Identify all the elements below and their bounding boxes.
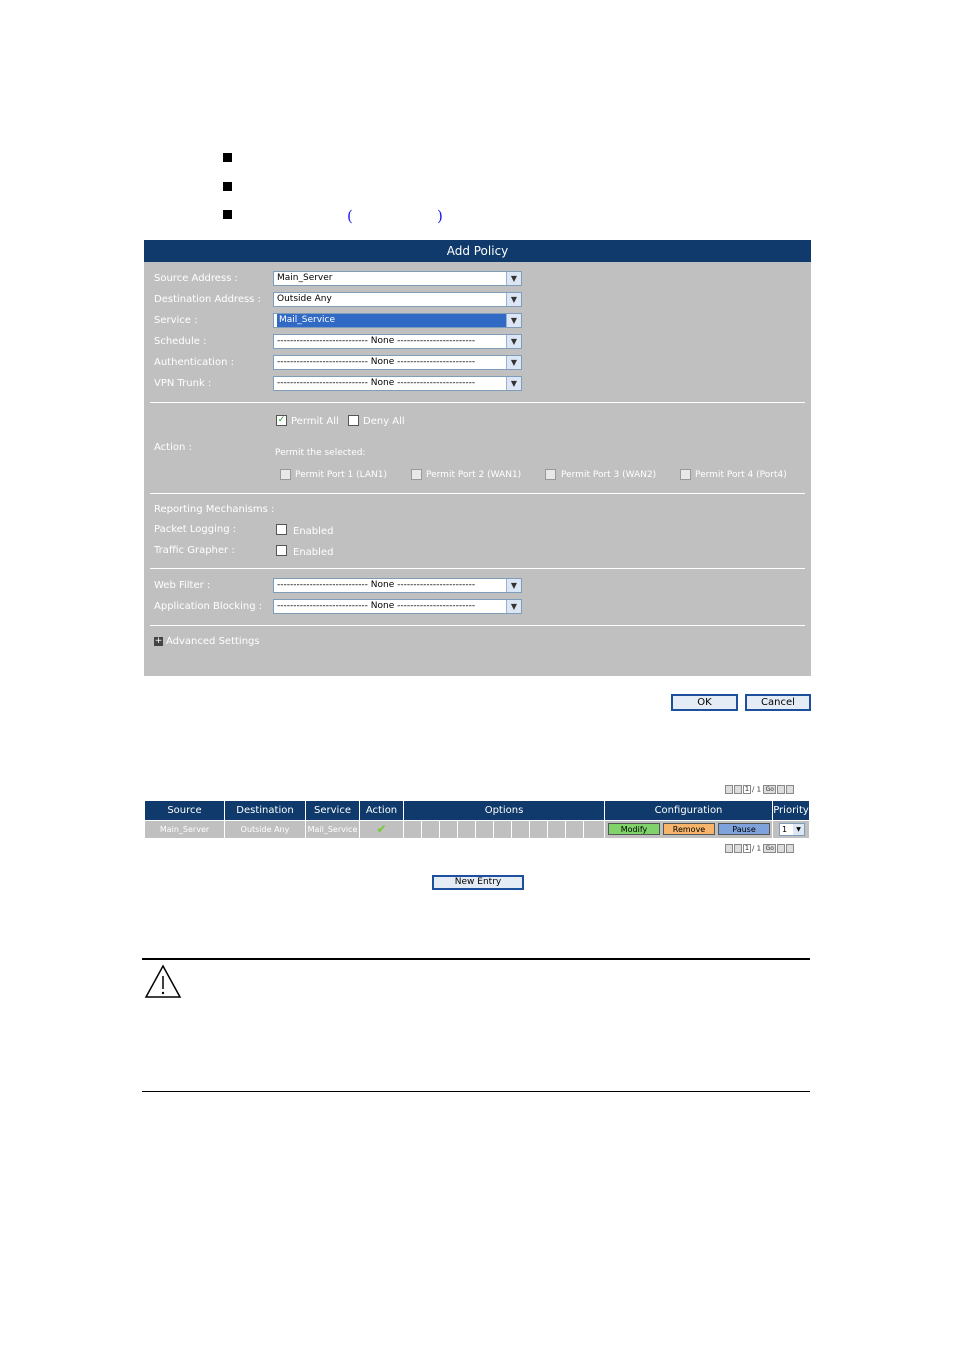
packet-logging-label: Packet Logging : (154, 524, 237, 535)
header-action: Action (360, 801, 404, 820)
divider (150, 493, 805, 494)
checkmark-icon: ✓ (277, 415, 286, 425)
priority-select[interactable] (779, 823, 805, 836)
cancel-button[interactable]: Cancel (745, 694, 811, 711)
packet-logging-enabled-label: Enabled (293, 526, 334, 537)
prev-page-icon[interactable] (734, 844, 742, 853)
option-cell (404, 821, 422, 838)
table-row-service: Mail_Service (306, 821, 360, 838)
select-value: ---------------------------- None ------------------------ (277, 601, 476, 611)
checkmark-icon: ✔ (376, 822, 387, 836)
option-cell (476, 821, 494, 838)
pager-bottom (725, 844, 795, 853)
permit-all-label: Permit All (291, 416, 339, 427)
authentication-label: Authentication : (154, 357, 234, 368)
service-label: Service : (154, 315, 198, 326)
square-bullet-icon (223, 153, 232, 162)
page-total: / 1 (752, 844, 762, 853)
dropdown-arrow-icon[interactable]: ▼ (793, 824, 804, 835)
close-parenthesis: ) (437, 207, 443, 225)
option-cell (530, 821, 548, 838)
header-options: Options (404, 801, 605, 820)
vpn-trunk-select[interactable] (273, 376, 522, 391)
permit-all-checkbox[interactable] (276, 415, 287, 426)
dropdown-arrow-icon[interactable]: ▼ (506, 272, 521, 285)
web-filter-label: Web Filter : (154, 580, 211, 591)
source-address-select[interactable] (273, 271, 522, 286)
permit-port-1-label: Permit Port 1 (LAN1) (295, 470, 387, 480)
first-page-icon[interactable] (725, 844, 733, 853)
prev-page-icon[interactable] (734, 785, 742, 794)
square-bullet-icon (223, 210, 232, 219)
permit-selected-label: Permit the selected: (275, 448, 366, 458)
bottom-rule (142, 1091, 810, 1092)
dropdown-arrow-icon[interactable]: ▼ (506, 314, 521, 327)
permit-port-4-checkbox[interactable] (680, 469, 691, 480)
destination-address-select[interactable] (273, 292, 522, 307)
web-filter-select[interactable] (273, 578, 522, 593)
source-address-label: Source Address : (154, 273, 238, 284)
option-cell (512, 821, 530, 838)
go-label: Go (765, 845, 774, 852)
table-row-source: Main_Server (145, 821, 225, 838)
new-entry-button[interactable]: New Entry (432, 875, 524, 890)
dropdown-arrow-icon[interactable]: ▼ (506, 600, 521, 613)
dropdown-arrow-icon[interactable]: ▼ (506, 377, 521, 390)
dropdown-arrow-icon[interactable]: ▼ (506, 579, 521, 592)
plus-box-icon[interactable]: + (154, 636, 163, 646)
header-configuration: Configuration (605, 801, 773, 820)
advanced-settings-link[interactable]: Advanced Settings (166, 636, 260, 647)
header-destination: Destination (225, 801, 306, 820)
page-number-input[interactable] (743, 785, 751, 794)
page-total: / 1 (752, 785, 762, 794)
dropdown-arrow-icon[interactable]: ▼ (506, 335, 521, 348)
remove-button[interactable]: Remove (663, 823, 715, 835)
divider (150, 625, 805, 626)
select-value: Mail_Service (277, 314, 507, 327)
select-value: ---------------------------- None ------------------------ (277, 336, 476, 346)
destination-address-label: Destination Address : (154, 294, 261, 305)
pager-top (725, 785, 795, 794)
first-page-icon[interactable] (725, 785, 733, 794)
option-cell (422, 821, 440, 838)
service-select[interactable] (273, 313, 522, 328)
dropdown-arrow-icon[interactable]: ▼ (506, 356, 521, 369)
divider (150, 402, 805, 403)
traffic-grapher-checkbox[interactable] (276, 545, 287, 556)
packet-logging-checkbox[interactable] (276, 524, 287, 535)
traffic-grapher-enabled-label: Enabled (293, 547, 334, 558)
authentication-select[interactable] (273, 355, 522, 370)
option-cell (584, 821, 605, 838)
select-value: ---------------------------- None ------------------------ (277, 357, 476, 367)
header-service: Service (306, 801, 360, 820)
header-priority: Priority (773, 801, 809, 820)
page-number: 1 (744, 785, 750, 793)
option-cell (458, 821, 476, 838)
header-source: Source (145, 801, 225, 820)
priority-value: 1 (782, 825, 788, 834)
open-parenthesis: ( (347, 207, 353, 225)
table-row-destination: Outside Any (225, 821, 306, 838)
ok-button[interactable]: OK (671, 694, 738, 711)
action-label: Action : (154, 442, 192, 453)
application-blocking-select[interactable] (273, 599, 522, 614)
page-number-input[interactable] (743, 844, 751, 853)
last-page-icon[interactable] (786, 844, 794, 853)
last-page-icon[interactable] (786, 785, 794, 794)
next-page-icon[interactable] (777, 844, 785, 853)
schedule-label: Schedule : (154, 336, 207, 347)
divider (150, 568, 805, 569)
table-row-action (360, 821, 404, 838)
option-cell (494, 821, 512, 838)
square-bullet-icon (223, 182, 232, 191)
traffic-grapher-label: Traffic Grapher : (154, 545, 235, 556)
select-value: Outside Any (277, 294, 332, 304)
option-cell (566, 821, 584, 838)
add-policy-panel (144, 240, 811, 676)
schedule-select[interactable] (273, 334, 522, 349)
pause-button[interactable]: Pause (718, 823, 770, 835)
page-number: 1 (744, 844, 750, 852)
select-value: ---------------------------- None ------------------------ (277, 580, 476, 590)
select-value: Main_Server (277, 273, 333, 283)
next-page-icon[interactable] (777, 785, 785, 794)
select-value: ---------------------------- None ------------------------ (277, 378, 476, 388)
go-label: Go (765, 786, 774, 793)
dropdown-arrow-icon[interactable]: ▼ (506, 293, 521, 306)
deny-all-label: Deny All (363, 416, 405, 427)
reporting-mechanisms-label: Reporting Mechanisms : (154, 504, 275, 515)
permit-port-2-label: Permit Port 2 (WAN1) (426, 470, 522, 480)
modify-button[interactable]: Modify (608, 823, 660, 835)
deny-all-checkbox[interactable] (348, 415, 359, 426)
option-cell (548, 821, 566, 838)
go-button[interactable] (763, 785, 776, 794)
warning-triangle-icon (144, 964, 182, 999)
go-button[interactable] (763, 844, 776, 853)
permit-port-4-label: Permit Port 4 (Port4) (695, 470, 787, 480)
panel-title: Add Policy (144, 240, 811, 262)
top-rule (142, 958, 810, 960)
permit-port-1-checkbox[interactable] (280, 469, 291, 480)
permit-port-3-checkbox[interactable] (545, 469, 556, 480)
option-cell (440, 821, 458, 838)
permit-port-3-label: Permit Port 3 (WAN2) (561, 470, 657, 480)
vpn-trunk-label: VPN Trunk : (154, 378, 212, 389)
application-blocking-label: Application Blocking : (154, 601, 263, 612)
permit-port-2-checkbox[interactable] (411, 469, 422, 480)
